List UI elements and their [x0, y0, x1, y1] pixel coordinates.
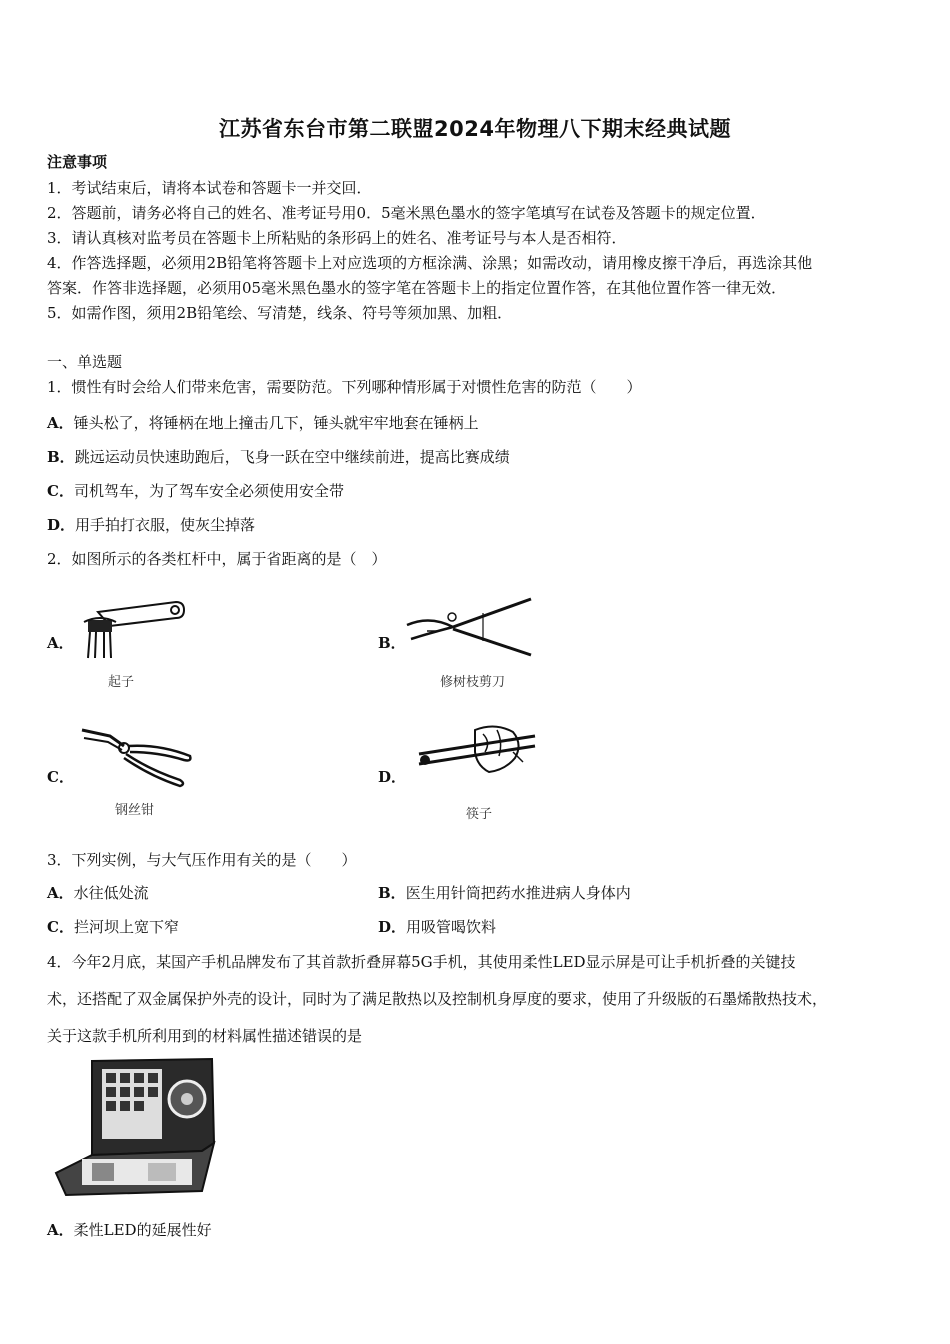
q1-option-c[interactable]	[47, 480, 344, 501]
option-text: 水往低处流	[73, 884, 149, 902]
pruning-shears-image	[405, 595, 535, 665]
option-label: A．	[47, 1221, 74, 1239]
q4-option-a[interactable]	[47, 1219, 212, 1240]
notice-item-4: 4．作答选择题，必须用2B铅笔将答题卡上对应选项的方框涂满、涂黑；如需改动，请用橡皮擦干净后，再选涂其他	[47, 254, 813, 272]
option-label: D．	[47, 516, 76, 534]
option-text: 锤头松了，将锤柄在地上撞击几下，锤头就牢牢地套在锤柄上	[73, 414, 479, 432]
chopsticks-image	[415, 722, 540, 782]
option-text: 拦河坝上宽下窄	[73, 918, 179, 936]
option-text: 跳远运动员快速助跑后，飞身一跃在空中继续前进，提高比赛成绩	[74, 448, 510, 466]
notice-item-1: 1．考试结束后，请将本试卷和答题卡一并交回．	[47, 179, 372, 197]
notice-item-5: 5．如需作图，须用2B铅笔绘、写清楚，线条、符号等须加黑、加粗．	[47, 304, 513, 322]
section-heading: 一、单选题	[47, 353, 123, 371]
q2-option-c-label[interactable]: C．	[47, 768, 74, 786]
q2-option-b-caption: 修树枝剪刀	[440, 675, 506, 690]
q4-stem-line3: 关于这款手机所利用到的材料属性描述错误的是	[47, 1027, 363, 1045]
foldable-phone-image	[52, 1055, 217, 1200]
q2-option-d-label[interactable]: D．	[378, 768, 407, 786]
q2-option-b-label[interactable]: B．	[378, 634, 406, 652]
q2-stem: 2．如图所示的各类杠杆中，属于省距离的是（ ）	[47, 550, 387, 568]
option-label: C．	[47, 918, 74, 936]
q2-option-c-caption: 钢丝钳	[115, 803, 155, 818]
q3-option-b[interactable]	[378, 882, 631, 903]
option-label: C．	[47, 482, 74, 500]
q2-option-d-caption: 筷子	[466, 807, 493, 822]
pliers-image	[80, 724, 195, 786]
q2-option-a-caption: 起子	[108, 675, 135, 690]
option-text: 司机驾车，为了驾车安全必须使用安全带	[73, 482, 344, 500]
q1-option-b[interactable]	[47, 446, 510, 467]
q3-stem: 3．下列实例，与大气压作用有关的是（ ）	[47, 851, 357, 869]
option-label: A．	[47, 414, 74, 432]
option-label: B．	[378, 884, 406, 902]
notice-item-4-cont: 答案．作答非选择题，必须用05毫米黑色墨水的签字笔在答题卡上的指定位置作答，在其他位置作答一律无效．	[47, 279, 787, 297]
option-text: 用手拍打衣服，使灰尘掉落	[75, 516, 256, 534]
option-text: 用吸管喝饮料	[406, 918, 497, 936]
q3-option-a[interactable]	[47, 882, 149, 903]
option-text: 柔性LED的延展性好	[73, 1221, 212, 1239]
q2-option-a-label[interactable]: A．	[47, 634, 74, 652]
q4-stem-line2: 术，还搭配了双金属保护外壳的设计，同时为了满足散热以及控制机身厚度的要求，使用了升级版的石墨烯散热技术，	[47, 990, 828, 1008]
page-title: 江苏省东台市第二联盟2024年物理八下期末经典试题	[219, 117, 731, 141]
q1-option-a[interactable]	[47, 412, 479, 433]
q3-option-d[interactable]	[378, 916, 496, 937]
option-label: A．	[47, 884, 74, 902]
option-label: B．	[47, 448, 75, 466]
option-label: D．	[378, 918, 407, 936]
notice-item-3: 3．请认真核对监考员在答题卡上所粘贴的条形码上的姓名、准考证号与本人是否相符．	[47, 229, 627, 247]
q1-option-d[interactable]	[47, 514, 255, 535]
notice-heading: 注意事项	[47, 153, 108, 171]
bottle-opener-image	[80, 598, 190, 663]
option-text: 医生用针筒把药水推进病人身体内	[405, 884, 631, 902]
q4-stem-line1: 4．今年2月底，某国产手机品牌发布了其首款折叠屏幕5G手机，其使用柔性LED显示屏是可让手机折叠的关键技	[47, 953, 796, 971]
q1-stem: 1．惯性有时会给人们带来危害，需要防范。下列哪种情形属于对惯性危害的防范（ ）	[47, 378, 642, 396]
notice-item-2: 2．答题前，请务必将自己的姓名、准考证号用0．5毫米黑色墨水的签字笔填写在试卷及答题卡的规定位置．	[47, 204, 766, 222]
q3-option-c[interactable]	[47, 916, 179, 937]
